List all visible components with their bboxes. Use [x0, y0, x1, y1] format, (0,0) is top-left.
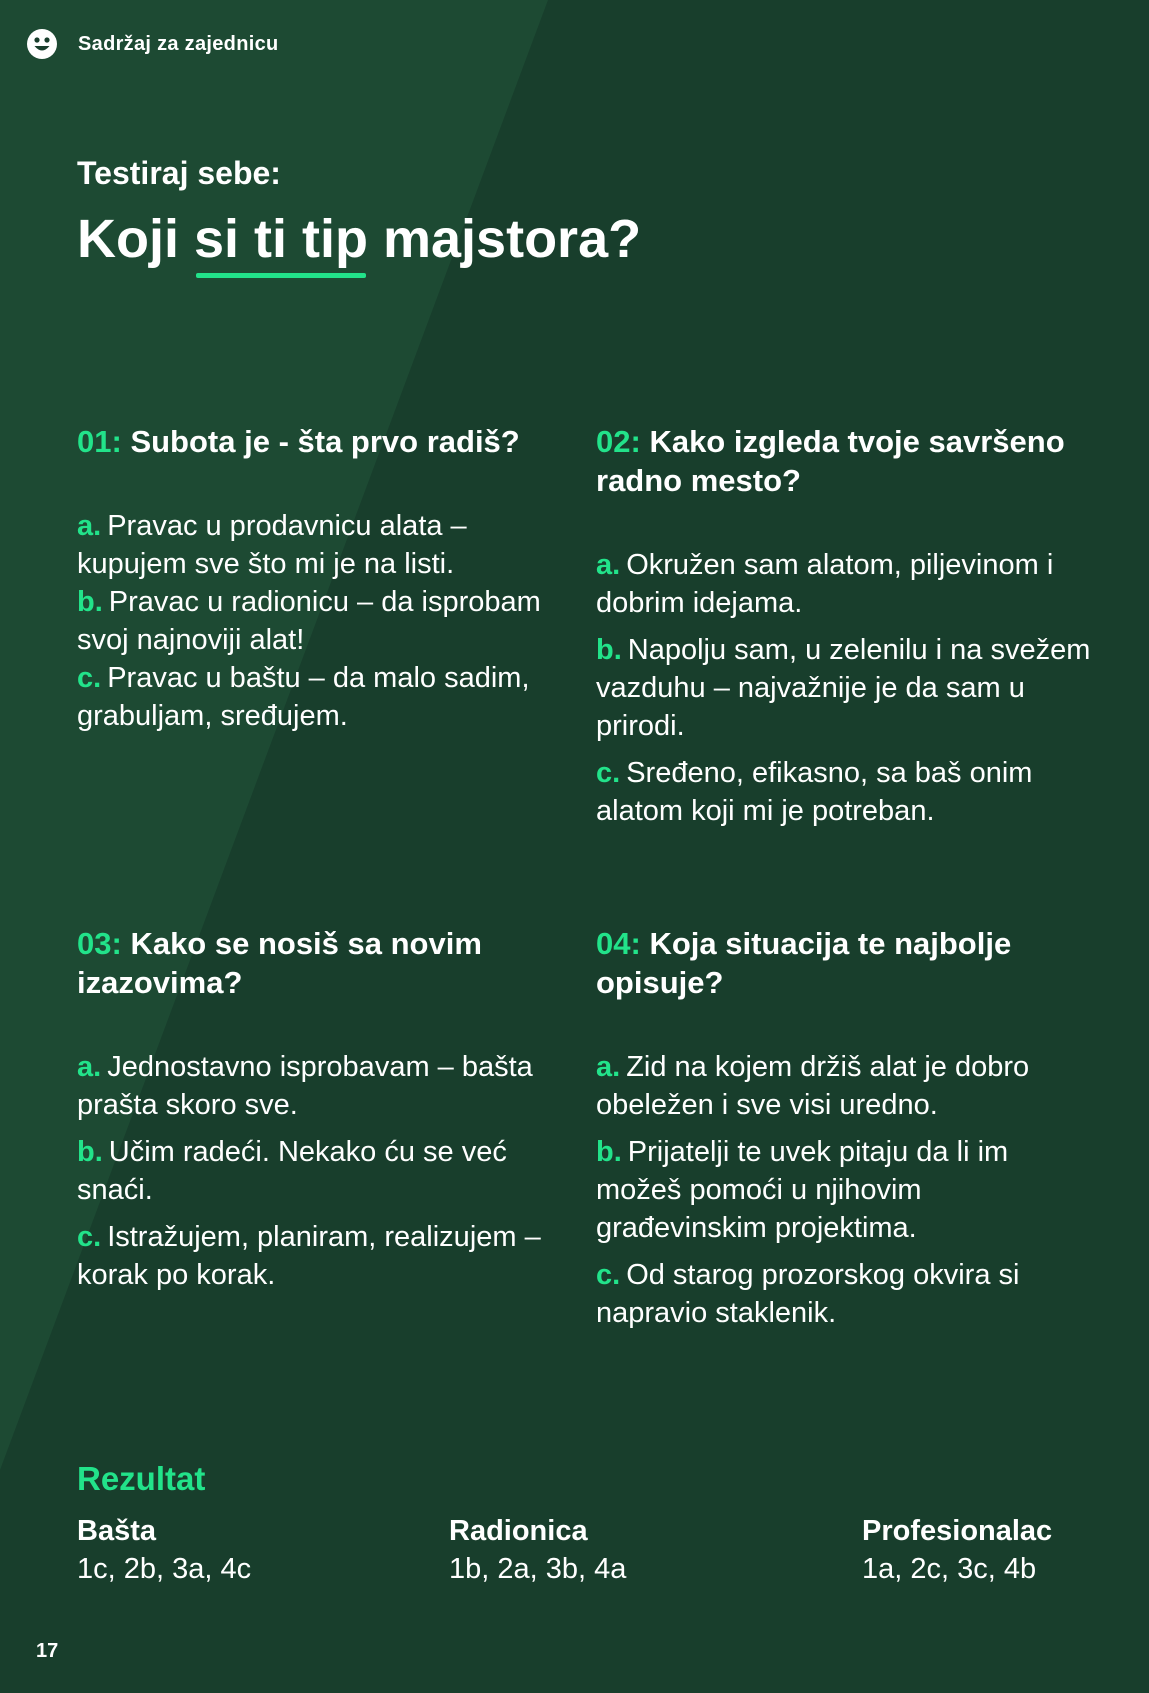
answer-letter: a. — [77, 510, 102, 542]
answer-text: Pravac u prodavnicu alata – kupujem sve što mi je na listi. — [77, 510, 467, 580]
question-title — [77, 422, 547, 461]
page-number: 17 — [36, 1640, 59, 1662]
answer-letter: c. — [77, 1221, 102, 1253]
question-number: 02: — [596, 424, 641, 459]
page-subtitle: Testiraj sebe: — [77, 155, 281, 191]
question-1 — [77, 422, 547, 735]
question-text: Koja situacija te najbolje opisuje? — [596, 926, 1012, 1000]
answer-text: Okružen sam alatom, piljevinom i dobrim idejama. — [596, 549, 1054, 619]
result-name: Bašta — [77, 1515, 156, 1547]
title-highlight: si ti tip — [194, 209, 368, 269]
result-codes: 1c, 2b, 3a, 4c — [77, 1553, 252, 1585]
question-title — [77, 924, 557, 1002]
question-4 — [596, 924, 1076, 1332]
question-2 — [596, 422, 1106, 830]
result-heading: Rezultat — [77, 1460, 206, 1497]
question-number: 01: — [77, 424, 122, 459]
answer-a — [596, 546, 1106, 622]
answer-list — [77, 1048, 557, 1294]
result-name: Radionica — [449, 1515, 588, 1547]
answer-text: Zid na kojem držiš alat je dobro obeležen i sve visi uredno. — [596, 1051, 1030, 1121]
answer-b — [596, 1133, 1076, 1247]
answer-a — [596, 1048, 1076, 1124]
question-title — [596, 924, 1076, 1002]
question-text: Kako se nosiš sa novim izazovima? — [77, 926, 482, 1000]
result-codes: 1b, 2a, 3b, 4a — [449, 1553, 627, 1585]
question-text: Kako izgleda tvoje savršeno radno mesto? — [596, 424, 1065, 498]
result-profesionalac — [862, 1512, 1052, 1588]
result-basta — [77, 1512, 251, 1588]
title-part-before: Koji — [77, 209, 194, 269]
result-codes: 1a, 2c, 3c, 4b — [862, 1553, 1037, 1585]
answer-letter: c. — [596, 1259, 621, 1291]
answer-b — [77, 583, 547, 659]
answer-letter: c. — [77, 662, 102, 694]
question-3 — [77, 924, 557, 1294]
answer-text: Prijatelji te uvek pitaju da li im možeš pomoći u njihovim građevinskim projektima. — [596, 1136, 1009, 1244]
answer-letter: b. — [77, 1136, 103, 1168]
question-title — [596, 422, 1106, 500]
answer-letter: b. — [77, 586, 103, 618]
question-number: 03: — [77, 926, 122, 961]
answer-list — [596, 546, 1106, 830]
answer-b — [77, 1133, 557, 1209]
answer-letter: c. — [596, 757, 621, 789]
answer-list — [596, 1048, 1076, 1332]
question-text: Subota je - šta prvo radiš? — [130, 424, 520, 459]
answer-text: Pravac u baštu – da malo sadim, grabuljam, sređujem. — [77, 662, 530, 732]
answer-text: Istražujem, planiram, realizujem – korak po korak. — [77, 1221, 541, 1291]
answer-letter: a. — [77, 1051, 102, 1083]
answer-c — [77, 1218, 557, 1294]
answer-c — [596, 754, 1106, 830]
answer-list — [77, 507, 547, 735]
answer-c — [596, 1256, 1076, 1332]
answer-text: Sređeno, efikasno, sa baš onim alatom koji mi je potreban. — [596, 757, 1033, 827]
smiley-icon — [26, 28, 58, 60]
answer-b — [596, 631, 1106, 745]
answer-letter: b. — [596, 634, 622, 666]
answer-text: Od starog prozorskog okvira si napravio staklenik. — [596, 1259, 1020, 1329]
answer-letter: a. — [596, 549, 621, 581]
question-number: 04: — [596, 926, 641, 961]
answer-c — [77, 659, 547, 735]
answer-text: Napolju sam, u zelenilu i na svežem vazduhu – najvažnije je da sam u prirodi. — [596, 634, 1091, 742]
answer-text: Učim radeći. Nekako ću se već snaći. — [77, 1136, 507, 1206]
header — [26, 28, 279, 60]
answer-letter: a. — [596, 1051, 621, 1083]
result-name: Profesionalac — [862, 1515, 1053, 1547]
title-part-after: majstora? — [368, 209, 642, 269]
answer-letter: b. — [596, 1136, 622, 1168]
result-radionica — [449, 1512, 626, 1588]
header-label: Sadržaj za zajednicu — [78, 32, 279, 55]
page-title — [77, 208, 641, 270]
answer-text: Jednostavno isprobavam – bašta prašta skoro sve. — [77, 1051, 533, 1121]
answer-a — [77, 507, 547, 583]
answer-a — [77, 1048, 557, 1124]
answer-text: Pravac u radionicu – da isprobam svoj najnoviji alat! — [77, 586, 541, 656]
